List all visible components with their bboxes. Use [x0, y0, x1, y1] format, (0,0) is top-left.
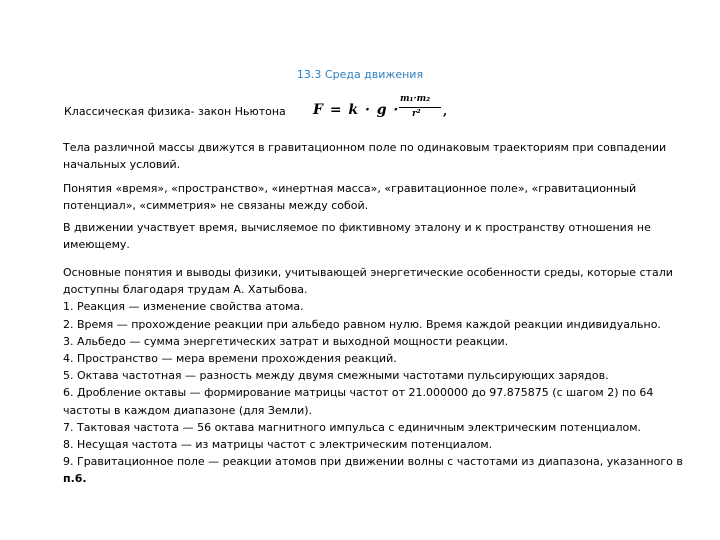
- list-item-last-text: 9. Гравитационное поле — реакции атомов при движении волны с частотами из диапазона, указанного в: [63, 455, 683, 469]
- list-item: 3. Альбедо — сумма энергетических затрат и выходной мощности реакции.: [63, 334, 509, 348]
- list-item-last: [63, 453, 703, 487]
- paragraph-trajectories: Тела различной массы движутся в гравитационном поле по одинаковым траекториям при совпадении начальных условий.: [63, 141, 667, 171]
- paragraph-time: В движении участвует время, вычисляемое по фиктивному эталону и к пространству отношения не имеющему.: [63, 221, 651, 251]
- newton-gravity-formula: [313, 92, 453, 132]
- section-reference: п.6.: [63, 472, 87, 486]
- fraction-bar: [399, 107, 441, 108]
- concepts-list: [63, 264, 703, 488]
- list-item: 4. Пространство — мера времени прохождения реакций.: [63, 352, 397, 366]
- formula-denominator: r²: [412, 109, 421, 119]
- list-item: 7. Тактовая частота — 56 октава магнитного импульса с единичным электрическим потенциалом.: [63, 420, 642, 434]
- slide-title: 13.3 Среда движения: [296, 68, 424, 81]
- list-intro: Основные понятия и выводы физики, учитывающей энергетические особенности среды, которые стали доступны благодаря трудам А. Хатыбова.: [63, 266, 673, 297]
- formula-lhs: F = k · g ·: [313, 102, 400, 118]
- formula-comma: ,: [443, 104, 448, 118]
- paragraph-concepts: Понятия «время», «пространство», «инертная масса», «гравитационное поле», «гравитационный потенциал», «симметрия» не связаны между собой.: [63, 182, 637, 212]
- list-item: 5. Октава частотная — разность между двумя смежными частотами пульсирующих зарядов.: [63, 369, 609, 383]
- formula-numerator: m₁·m₂: [400, 94, 431, 104]
- list-item: 2. Время — прохождение реакции при альбедо равном нулю. Время каждой реакции индивидуально.: [63, 317, 661, 331]
- list-item: 8. Несущая частота — из матрицы частот с электрическим потенциалом.: [63, 438, 493, 452]
- law-label: Классическая физика- закон Ньютона: [64, 105, 286, 118]
- list-item: 1. Реакция — изменение свойства атома.: [63, 300, 304, 314]
- list-item: 6. Дробление октавы — формирование матрицы частот от 21.000000 до 97.875875 (с шагом 2) по 64 частоты в каждом диапазоне (для Земли).: [63, 386, 654, 417]
